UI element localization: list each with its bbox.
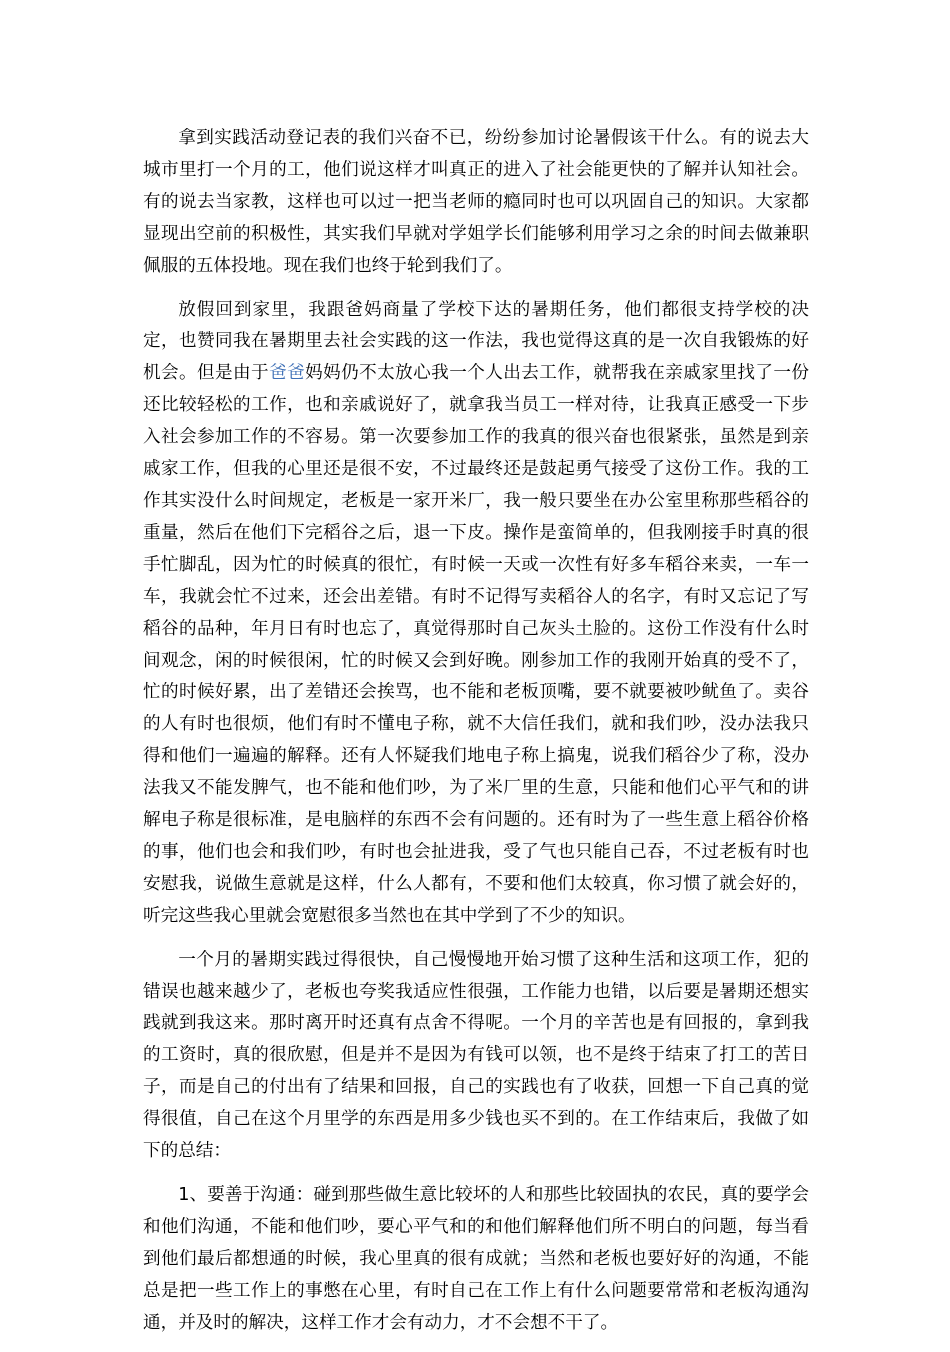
paragraph-1: 拿到实践活动登记表的我们兴奋不已，纷纷参加讨论暑假该干什么。有的说去大城市里打一个月的工，他们说这样才叫真正的进入了社会能更快的了解并认知社会。有的说去当家教，这样也可以过一把当老师的瘾同时也可以巩固自己的知识。大家都显现出空前的积极性，其实我们早就对学姐学长们能够利用学习之余的时间去做兼职佩服的五体投地。现在我们也终于轮到我们了。 <box>143 128 809 276</box>
paragraph-4: 1、要善于沟通：碰到那些做生意比较坏的人和那些比较固执的农民，真的要学会和他们沟通，不能和他们吵，要心平气和的和他们解释他们所不明白的问题，每当看到他们最后都想通的时候，我心里真的很有成就；当然和老板也要好好的沟通，不能总是把一些工作上的事憋在心里，有时自己在工作上有什么问题要常常和老板沟通沟通，并及时的解决，这样工作才会有动力，才不会想不干了。 <box>143 1185 809 1333</box>
document-body <box>143 123 809 1352</box>
dad-link[interactable]: 爸爸 <box>269 363 306 384</box>
paragraph-2 <box>143 295 809 933</box>
paragraph-3: 一个月的暑期实践过得很快，自己慢慢地开始习惯了这种生活和这项工作，犯的错误也越来越少了，老板也夸奖我适应性很强，工作能力也错，以后要是暑期还想实践就到我这来。那时离开时还真有点舍不得呢。一个月的辛苦也是有回报的，拿到我的工资时，真的很欣慰，但是并不是因为有钱可以领，也不是终于结束了打工的苦日子，而是自己的付出有了结果和回报，自己的实践也有了收获，回想一下自己真的觉得很值，自己在这个月里学的东西是用多少钱也买不到的。在工作结束后，我做了如下的总结： <box>143 949 809 1162</box>
paragraph-2-start: 放假回到家里，我跟爸妈商量了学校下达的暑期任务，他们都很支持学校的决定，也赞同我在暑期里去社会实践的这一作法，我也觉得这真的是一次自我锻炼的好机会。但是由于 <box>143 299 809 384</box>
paragraph-2-end: 妈妈仍不太放心我一个人出去工作，就帮我在亲戚家里找了一份还比较轻松的工作，也和亲戚说好了，就拿我当员工一样对待，让我真正感受一下步入社会参加工作的不容易。第一次要参加工作的我真的很兴奋也很紧张，虽然是到亲戚家工作，但我的心里还是很不安，不过最终还是鼓起勇气接受了这份工作。我的工作其实没什么时间规定，老板是一家开米厂，我一般只要坐在办公室里称那些稻谷的重量，然后在他们下完稻谷之后，退一下皮。操作是蛮简单的，但我刚接手时真的很手忙脚乱，因为忙的时候真的很忙，有时候一天或一次性有好多车稻谷来卖，一车一车，我就会忙不过来，还会出差错。有时不记得写卖稻谷人的名字，有时又忘记了写稻谷的品种，年月日有时也忘了，真觉得那时自己灰头土脸的。这份工作没有什么时间观念，闲的时候很闲，忙的时候又会到好晚。刚参加工作的我刚开始真的受不了，忙的时候好累，出了差错还会挨骂，也不能和老板顶嘴，要不就要被吵鱿鱼了。卖谷的人有时也很烦，他们有时不懂电子称，就不大信任我们，就和我们吵，没办法我只得和他们一遍遍的解释。还有人怀疑我们地电子称上搞鬼，说我们稻谷少了称，没办法我又不能发脾气，也不能和他们吵，为了米厂里的生意，只能和他们心平气和的讲解电子称是很标准，是电脑样的东西不会有问题的。还有时为了一些生意上稻谷价格的事，他们也会和我们吵，有时也会扯进我，受了气也只能自己吞，不过老板有时也安慰我，说做生意就是这样，什么人都有，不要和他们太较真，你习惯了就会好的，听完这些我心里就会宽慰很多当然也在其中学到了不少的知识。 <box>143 363 809 926</box>
